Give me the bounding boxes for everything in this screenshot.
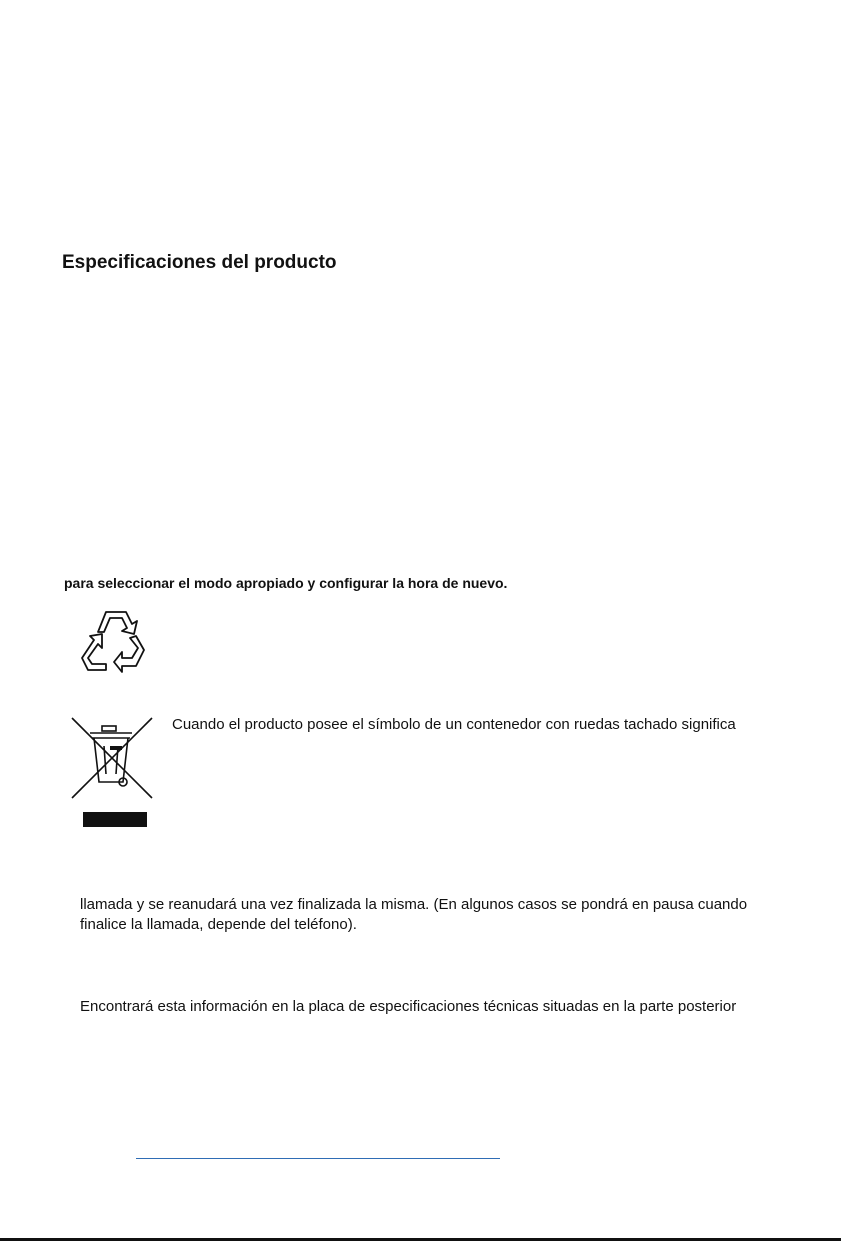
link-underline[interactable] [136, 1158, 500, 1159]
call-note-line-1: llamada y se reanudará una vez finalizada la misma. (En algunos casos se pondrá en pausa cuando [80, 896, 748, 913]
recycle-icon [72, 604, 152, 676]
page-heading: Especificaciones del producto [62, 252, 337, 273]
crossed-out-wheelie-bin-icon [68, 716, 154, 800]
weee-black-bar [83, 812, 147, 827]
weee-description: Cuando el producto posee el símbolo de un contenedor con ruedas tachado significa [172, 716, 736, 733]
call-note-line-2: finalice la llamada, depende del teléfono). [80, 916, 357, 933]
mode-instruction: para seleccionar el modo apropiado y configurar la hora de nuevo. [64, 575, 508, 591]
spec-plate-note: Encontrará esta información en la placa de especificaciones técnicas situadas en la parte posterior [80, 998, 737, 1015]
